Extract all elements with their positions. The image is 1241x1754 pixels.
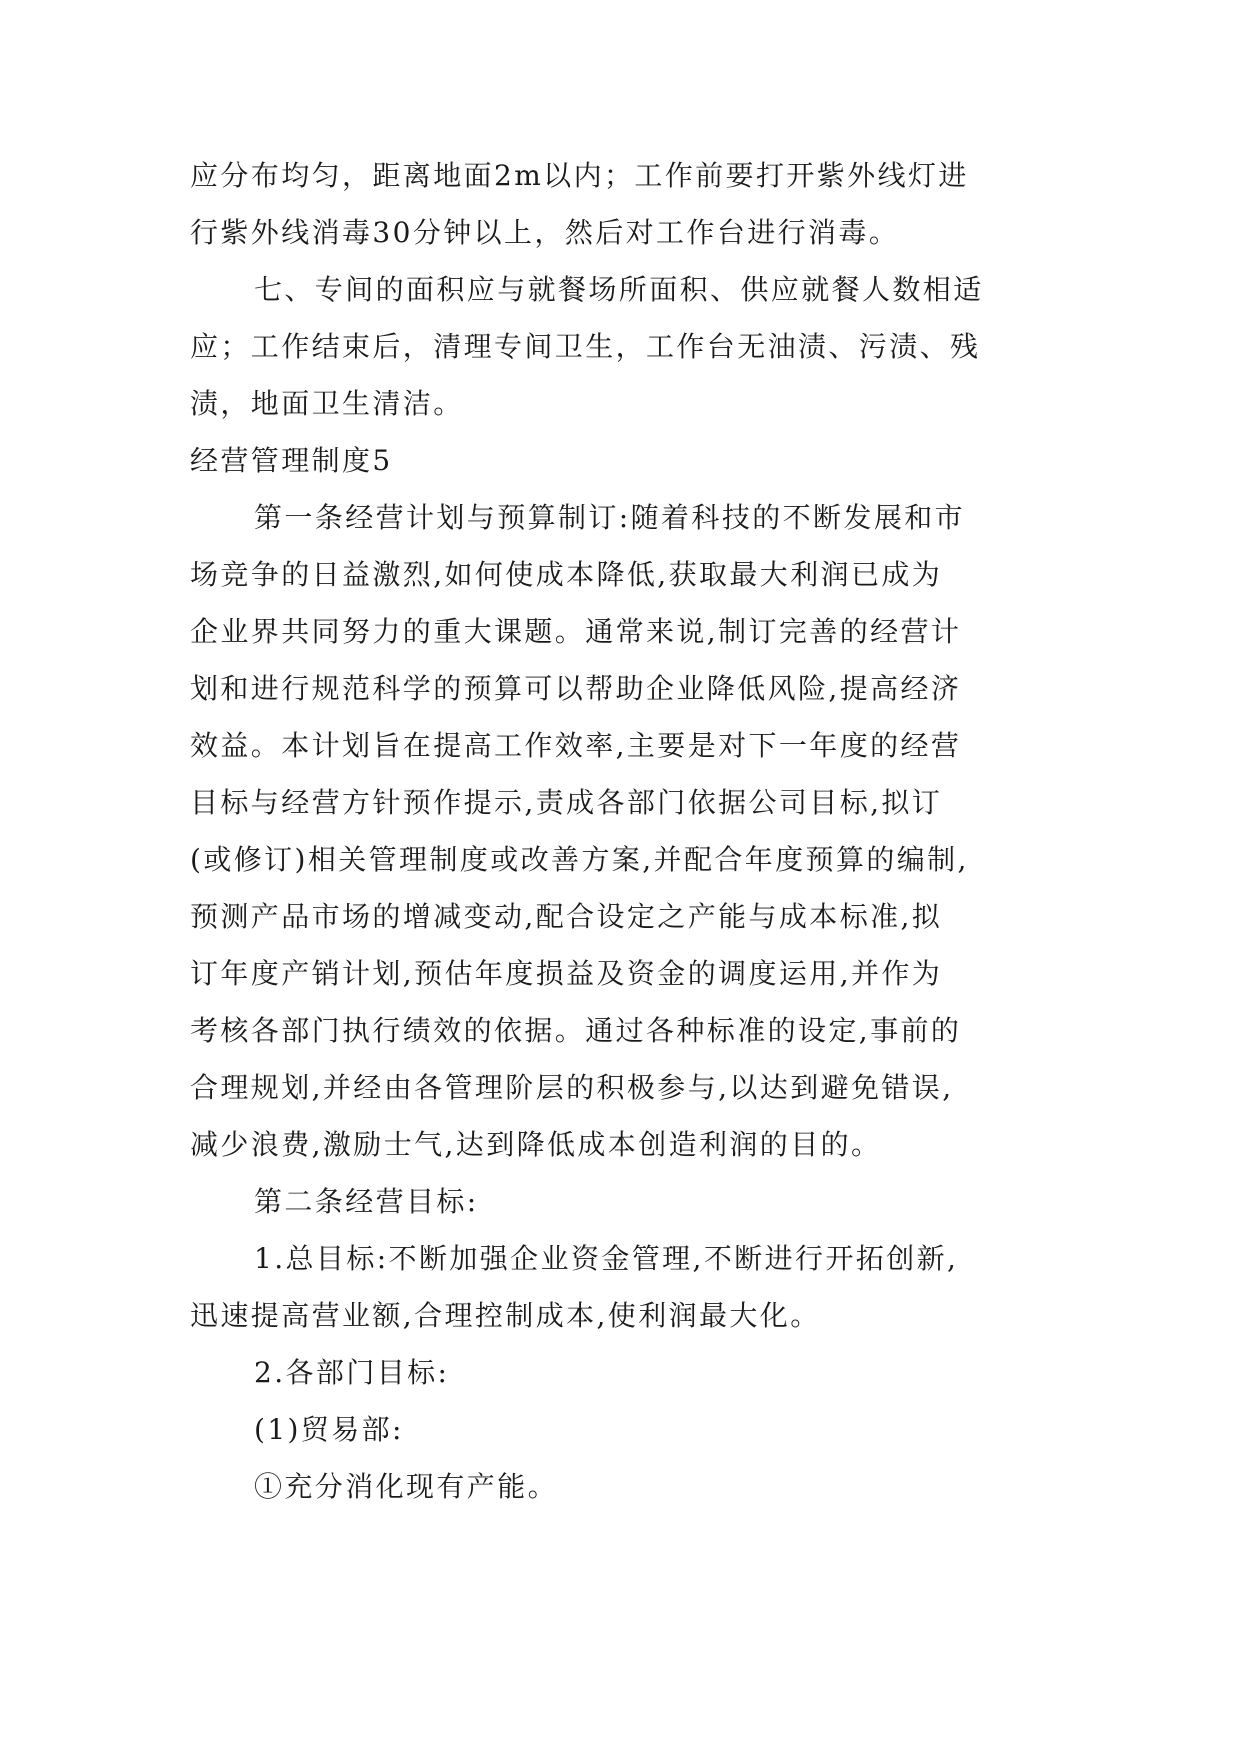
section-heading: 经营管理制度5 <box>190 444 393 477</box>
text-line: 订年度产销计划,预估年度损益及资金的调度运用,并作为 <box>190 957 943 990</box>
text-line: (1)贸易部: <box>254 1413 404 1446</box>
text-line: 减少浪费,激励士气,达到降低成本创造利润的目的。 <box>190 1128 882 1161</box>
text-line: 预测产品市场的增减变动,配合设定之产能与成本标准,拟 <box>190 900 943 933</box>
text-line: 效益。本计划旨在提高工作效率,主要是对下一年度的经营 <box>190 729 962 762</box>
text-line: 2.各部门目标: <box>254 1356 450 1389</box>
text-line: 划和进行规范科学的预算可以帮助企业降低风险,提高经济 <box>190 672 962 705</box>
text-line: 应；工作结束后，清理专间卫生，工作台无油渍、污渍、残 <box>190 330 981 363</box>
text-line: 第二条经营目标: <box>254 1185 479 1218</box>
text-line: (或修订)相关管理制度或改善方案,并配合年度预算的编制, <box>190 843 969 876</box>
text-line: 目标与经营方针预作提示,责成各部门依据公司目标,拟订 <box>190 786 943 819</box>
text-line: 应分布均匀，距离地面2m以内；工作前要打开紫外线灯进 <box>190 159 969 192</box>
text-line: 渍，地面卫生清洁。 <box>190 387 464 420</box>
text-line: 企业界共同努力的重大课题。通常来说,制订完善的经营计 <box>190 615 962 648</box>
text-line: 1.总目标:不断加强企业资金管理,不断进行开拓创新, <box>254 1242 959 1275</box>
text-line: ①充分消化现有产能。 <box>254 1470 559 1503</box>
text-line: 第一条经营计划与预算制订:随着科技的不断发展和市 <box>254 501 966 534</box>
text-line: 行紫外线消毒30分钟以上，然后对工作台进行消毒。 <box>190 216 900 249</box>
text-line: 考核各部门执行绩效的依据。通过各种标准的设定,事前的 <box>190 1014 962 1047</box>
text-line: 合理规划,并经由各管理阶层的积极参与,以达到避免错误, <box>190 1071 954 1104</box>
text-line: 场竞争的日益激烈,如何使成本降低,获取最大利润已成为 <box>190 558 943 591</box>
text-line: 七、专间的面积应与就餐场所面积、供应就餐人数相适 <box>254 273 984 306</box>
text-line: 迅速提高营业额,合理控制成本,使利润最大化。 <box>190 1299 821 1332</box>
